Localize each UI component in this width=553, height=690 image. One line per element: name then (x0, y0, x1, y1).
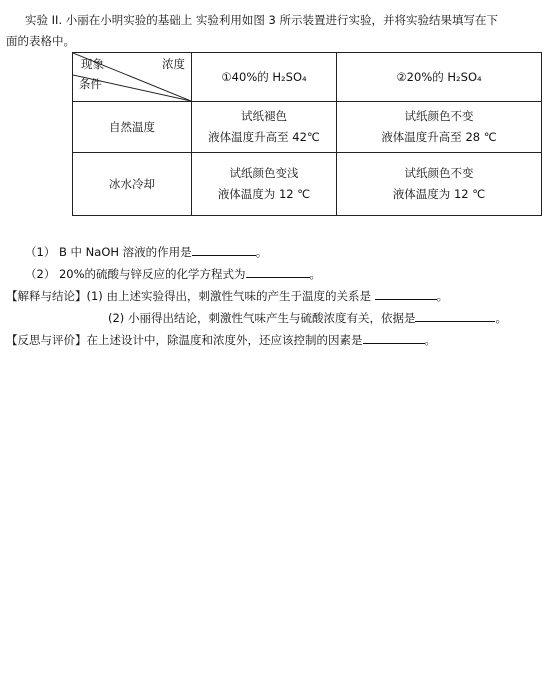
question-1 (25, 244, 267, 260)
intro-line-2: 面的表格中。 (6, 34, 75, 48)
question-2-end: 。 (309, 267, 322, 281)
table-row (73, 102, 542, 153)
header-condition: 条件 (79, 77, 102, 91)
question-2-text: （2） 20%的硫酸与锌反应的化学方程式为 (25, 267, 246, 281)
experiment-results-table (72, 52, 542, 216)
conclusion-2-end: 。 (495, 311, 507, 325)
cell-line: 试纸颜色变浅 (229, 166, 299, 180)
answer-blank[interactable] (363, 333, 425, 344)
reflection (6, 332, 436, 348)
cell-line: 液体温度为 12 ℃ (392, 187, 486, 201)
cell-line: 试纸颜色不变 (404, 166, 474, 180)
reflection-end: 。 (424, 333, 436, 347)
reflection-text: 【反思与评价】在上述设计中，除温度和浓度外，还应该控制的因素是 (6, 333, 363, 347)
table-cell (337, 102, 542, 153)
header-concentration: 浓度 (162, 57, 185, 71)
col-header-40: ①40%的 H₂SO₄ (192, 53, 337, 102)
cell-line: 液体温度为 12 ℃ (217, 187, 311, 201)
table-row (73, 153, 542, 216)
table-header-row (73, 53, 542, 102)
conclusion-2-text: (2) 小丽得出结论，刺激性气味产生与硫酸浓度有关，依据是 (108, 311, 416, 325)
conclusion-1-text: 【解释与结论】(1) 由上述实验得出，刺激性气味的产生于温度的关系是 (6, 289, 375, 303)
row-condition: 冰水冷却 (73, 153, 192, 216)
intro-line-1: 实验 II. 小丽在小明实验的基础上 实验利用如图 3 所示装置进行实验，并将实验结果填写在下 (25, 13, 499, 27)
question-1-text: （1） B 中 NaOH 溶液的作用是 (25, 245, 192, 259)
table-cell (337, 153, 542, 216)
answer-blank[interactable] (246, 267, 310, 278)
header-phenomenon: 现象 (81, 57, 104, 71)
table-cell (192, 153, 337, 216)
conclusion-2 (108, 310, 507, 326)
cell-line: 试纸颜色不变 (404, 109, 474, 123)
answer-blank[interactable] (192, 245, 256, 256)
col-header-20: ②20%的 H₂SO₄ (337, 53, 542, 102)
question-1-end: 。 (255, 245, 268, 259)
question-2 (25, 266, 321, 282)
answer-blank[interactable] (415, 311, 495, 322)
conclusion-1 (6, 288, 448, 304)
cell-line: 液体温度升高至 28 ℃ (381, 130, 497, 144)
answer-blank[interactable] (375, 289, 437, 300)
diagonal-header-cell (73, 53, 192, 102)
conclusion-1-end: 。 (436, 289, 449, 303)
cell-line: 试纸褪色 (241, 109, 287, 123)
row-condition: 自然温度 (73, 102, 192, 153)
cell-line: 液体温度升高至 42℃ (208, 130, 320, 144)
table-cell (192, 102, 337, 153)
